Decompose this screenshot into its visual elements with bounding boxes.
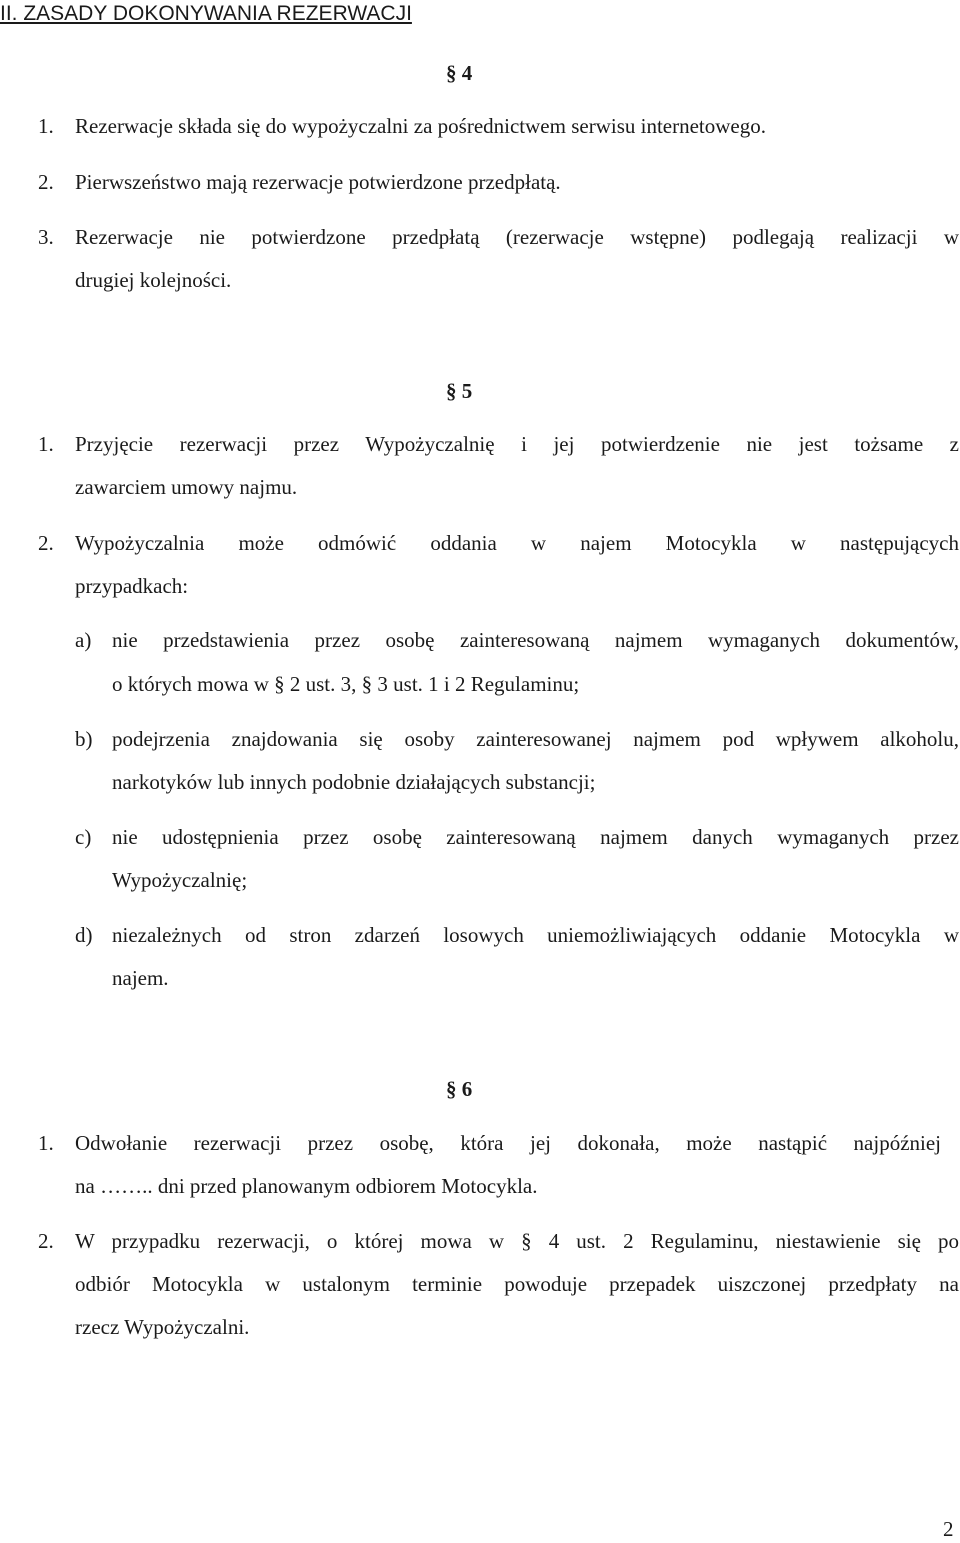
- item-text: Pierwszeństwo mają rezerwacje potwierdzone przedpłatą.: [75, 170, 561, 194]
- subitem-letter: b): [75, 727, 93, 751]
- item-number: 2.: [38, 170, 54, 194]
- subitem-text: podejrzenia znajdowania się osoby zainteresowanej najmem pod wpływem alkoholu,: [112, 727, 959, 751]
- item-number: 1.: [38, 1131, 54, 1155]
- subitem-text: niezależnych od stron zdarzeń losowych uniemożliwiających oddanie Motocykla w: [112, 923, 959, 947]
- item-text: Wypożyczalnia może odmówić oddania w najem Motocykla w następujących: [75, 531, 959, 555]
- section-symbol: § 4: [446, 61, 473, 85]
- item-text: Przyjęcie rezerwacji przez Wypożyczalnię i jej potwierdzenie nie jest tożsame z: [75, 432, 959, 456]
- item-text: rzecz Wypożyczalni.: [75, 1315, 250, 1339]
- page-number: 2: [943, 1517, 954, 1541]
- item-number: 1.: [38, 432, 54, 456]
- item-number: 2.: [38, 531, 54, 555]
- item-text: drugiej kolejności.: [75, 268, 232, 292]
- subitem-text: nie udostępnienia przez osobę zainteresowaną najmem danych wymaganych przez: [112, 825, 959, 849]
- subitem-letter: a): [75, 628, 92, 652]
- item-text: Odwołanie rezerwacji przez osobę, która jej dokonała, może nastąpić najpóźniej: [75, 1131, 941, 1155]
- item-number: 1.: [38, 114, 54, 138]
- subitem-letter: d): [75, 923, 93, 947]
- subitem-text: najem.: [112, 966, 169, 990]
- subitem-text: o których mowa w § 2 ust. 3, § 3 ust. 1 i 2 Regulaminu;: [112, 672, 580, 696]
- item-text: Rezerwacje nie potwierdzone przedpłatą (rezerwacje wstępne) podlegają realizacji w: [75, 225, 959, 249]
- subitem-text: nie przedstawienia przez osobę zainteresowaną najmem wymaganych dokumentów,: [112, 628, 959, 652]
- subitem-letter: c): [75, 825, 92, 849]
- item-text: na …….. dni przed planowanym odbiorem Motocykla.: [75, 1174, 538, 1198]
- section-symbol: § 6: [446, 1077, 473, 1101]
- chapter-heading: II. ZASADY DOKONYWANIA REZERWACJI: [0, 2, 412, 25]
- section-symbol: § 5: [446, 379, 473, 403]
- subitem-text: Wypożyczalnię;: [112, 868, 248, 892]
- item-number: 2.: [38, 1229, 54, 1253]
- item-text: W przypadku rezerwacji, o której mowa w § 4 ust. 2 Regulaminu, niestawienie się po: [75, 1229, 959, 1253]
- item-text: odbiór Motocykla w ustalonym terminie powoduje przepadek uiszczonej przedpłaty na: [75, 1272, 959, 1296]
- item-text: Rezerwacje składa się do wypożyczalni za pośrednictwem serwisu internetowego.: [75, 114, 766, 138]
- item-number: 3.: [38, 225, 54, 249]
- item-text: przypadkach:: [75, 574, 189, 598]
- subitem-text: narkotyków lub innych podobnie działających substancji;: [112, 770, 596, 794]
- item-text: zawarciem umowy najmu.: [75, 475, 298, 499]
